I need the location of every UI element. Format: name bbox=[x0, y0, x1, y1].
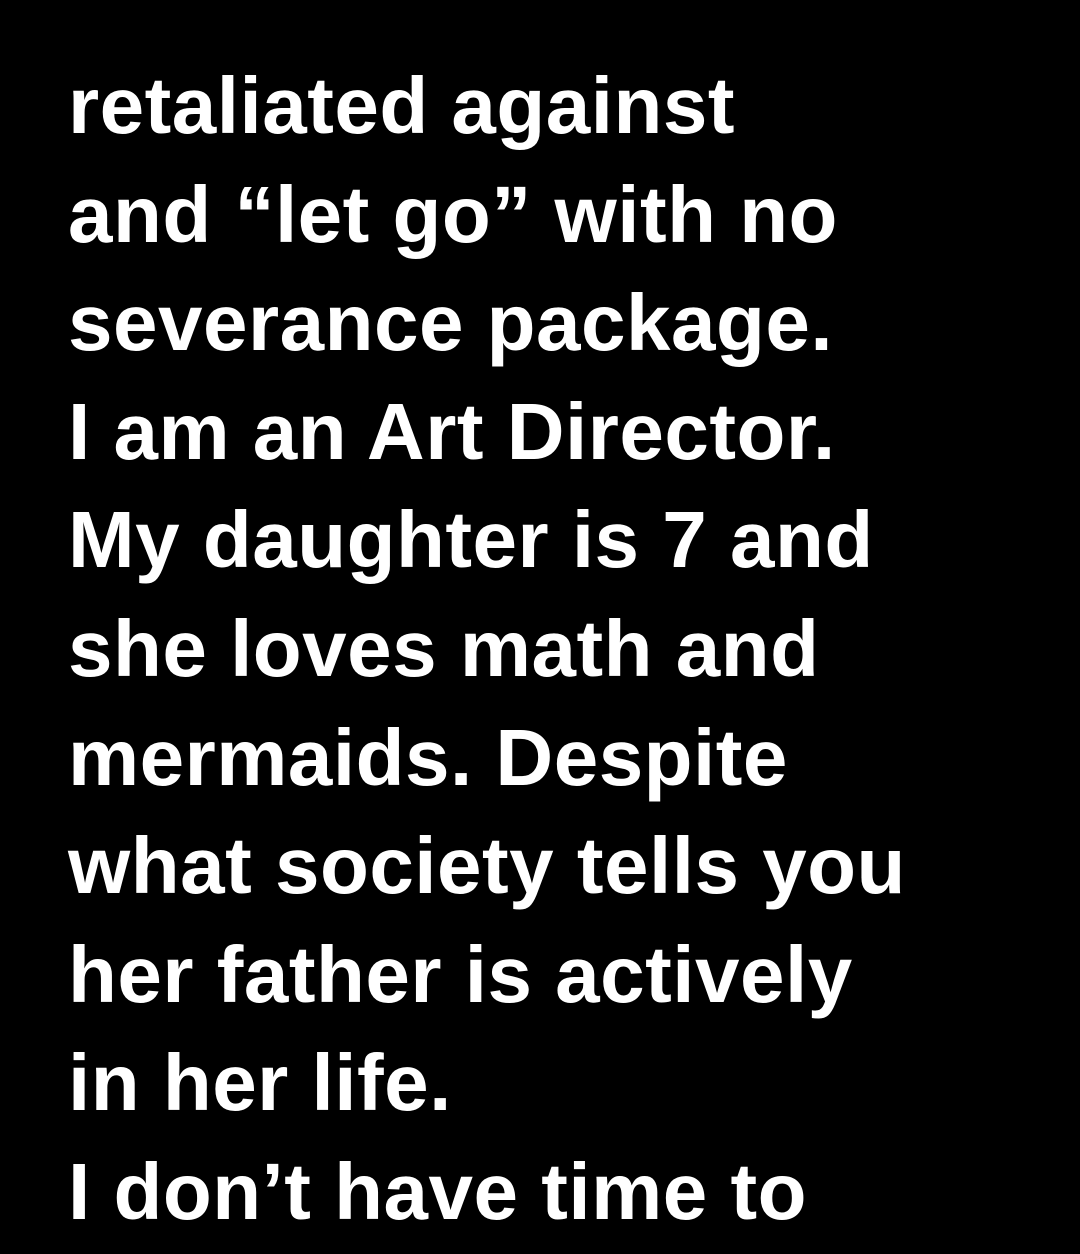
text-line: what society tells you bbox=[68, 821, 906, 911]
text-line: and “let go” with no bbox=[68, 169, 838, 259]
text-line: My daughter is 7 and bbox=[68, 495, 874, 585]
text-line: severance package. bbox=[68, 278, 834, 368]
text-line: retaliated against bbox=[68, 61, 736, 150]
text-line: I am an Art Director. bbox=[68, 386, 836, 476]
text-line: I don’t have time to bbox=[68, 1146, 807, 1236]
text-line: her father is actively bbox=[68, 929, 853, 1019]
text-line: she loves math and bbox=[68, 603, 820, 693]
post-text-block bbox=[68, 52, 1068, 1247]
text-line: in her life. bbox=[68, 1038, 452, 1128]
text-line: mermaids. Despite bbox=[68, 712, 788, 802]
